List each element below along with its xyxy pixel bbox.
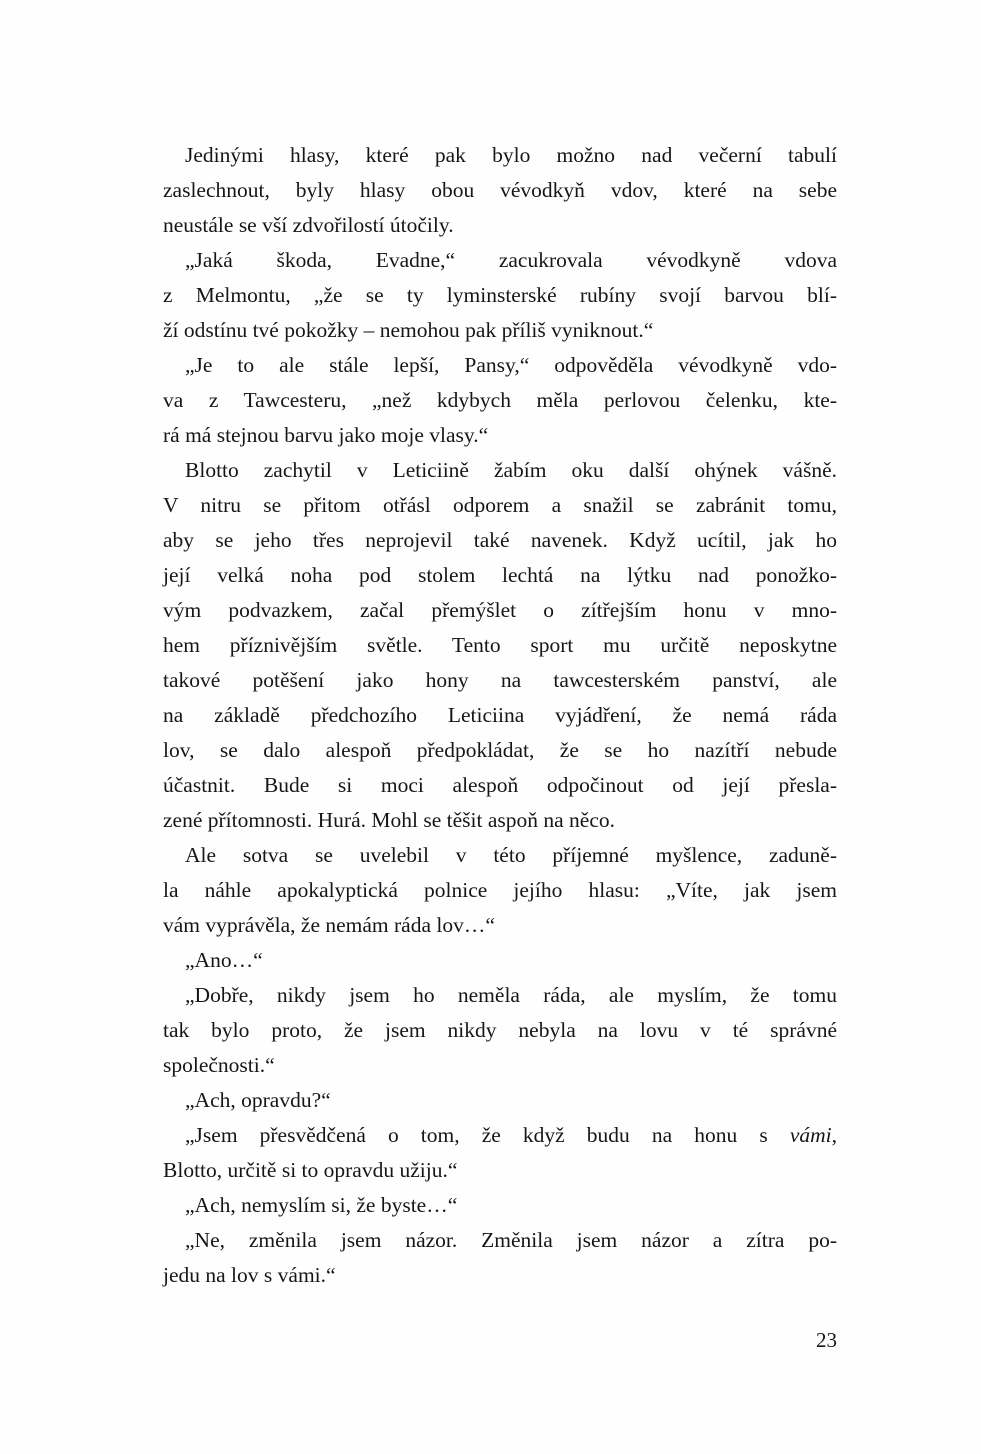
- text-line: zené přítomnosti. Hurá. Mohl se těšit aspoň na něco.: [163, 808, 615, 832]
- text-line: Blotto zachytil v Leticiině žabím oku další ohýnek vášně.: [185, 458, 837, 482]
- text-line: společnosti.“: [163, 1053, 275, 1077]
- page-number: 23: [816, 1328, 837, 1352]
- paragraph: [163, 978, 837, 1083]
- paragraph: [163, 348, 837, 453]
- text-line: „Ach, nemyslím si, že byste…“: [185, 1193, 458, 1217]
- page-text: [163, 138, 837, 1293]
- text-line: takové potěšení jako hony na tawcesterském panství, ale: [163, 668, 837, 692]
- text-line: jedu na lov s vámi.“: [163, 1263, 336, 1287]
- paragraph: [163, 453, 837, 838]
- paragraph: [163, 1223, 837, 1293]
- text-line: lov, se dalo alespoň předpokládat, že se ho nazítří nebude: [163, 738, 837, 762]
- paragraph: [163, 943, 837, 978]
- text-line: „Ano…“: [185, 948, 263, 972]
- text-line: ží odstínu tvé pokožky – nemohou pak příliš vyniknout.“: [163, 318, 654, 342]
- paragraph: [163, 1083, 837, 1118]
- text-line: účastnit. Bude si moci alespoň odpočinout od její přesla-: [163, 773, 837, 797]
- text-line: „Je to ale stále lepší, Pansy,“ odpověděla vévodkyně vdo-: [185, 353, 837, 377]
- text-line: tak bylo proto, že jsem nikdy nebyla na lovu v té správné: [163, 1018, 837, 1042]
- text-line: vým podvazkem, začal přemýšlet o zítřejším honu v mno-: [163, 598, 837, 622]
- text-line: Ale sotva se uvelebil v této příjemné myšlence, zaduně-: [185, 843, 837, 867]
- paragraph: [163, 1188, 837, 1223]
- text-line: „Jaká škoda, Evadne,“ zacukrovala vévodkyně vdova: [185, 248, 837, 272]
- paragraph: [163, 243, 837, 348]
- text-line: její velká noha pod stolem lechtá na lýtku nad ponožko-: [163, 563, 837, 587]
- text-line: aby se jeho třes neprojevil také navenek. Když ucítil, jak ho: [163, 528, 837, 552]
- text-line: neustále se vší zdvořilostí útočily.: [163, 213, 454, 237]
- paragraph: [163, 138, 837, 243]
- text-line: z Melmontu, „že se ty lyminsterské rubíny svojí barvou blí-: [163, 283, 837, 307]
- text-line: va z Tawcesteru, „než kdybych měla perlovou čelenku, kte-: [163, 388, 837, 412]
- text-line: Jedinými hlasy, které pak bylo možno nad večerní tabulí: [185, 143, 837, 167]
- text-line: Blotto, určitě si to opravdu užiju.“: [163, 1158, 458, 1182]
- paragraph: [163, 1118, 837, 1188]
- paragraph: [163, 838, 837, 943]
- text-line: „Ach, opravdu?“: [185, 1088, 331, 1112]
- text-line: na základě předchozího Leticiina vyjádření, že nemá ráda: [163, 703, 837, 727]
- text-line: la náhle apokalyptická polnice jejího hlasu: „Víte, jak jsem: [163, 878, 837, 902]
- text-line: zaslechnout, byly hlasy obou vévodkyň vdov, které na sebe: [163, 178, 837, 202]
- text-line: „Jsem přesvědčená o tom, že když budu na honu s vámi,: [185, 1123, 837, 1147]
- text-line: „Dobře, nikdy jsem ho neměla ráda, ale myslím, že tomu: [185, 983, 837, 1007]
- text-line: V nitru se přitom otřásl odporem a snažil se zabránit tomu,: [163, 493, 837, 517]
- text-line: rá má stejnou barvu jako moje vlasy.“: [163, 423, 489, 447]
- text-line: vám vyprávěla, že nemám ráda lov…“: [163, 913, 495, 937]
- text-line: „Ne, změnila jsem názor. Změnila jsem názor a zítra po-: [185, 1228, 837, 1252]
- text-line: hem příznivějším světle. Tento sport mu určitě neposkytne: [163, 633, 837, 657]
